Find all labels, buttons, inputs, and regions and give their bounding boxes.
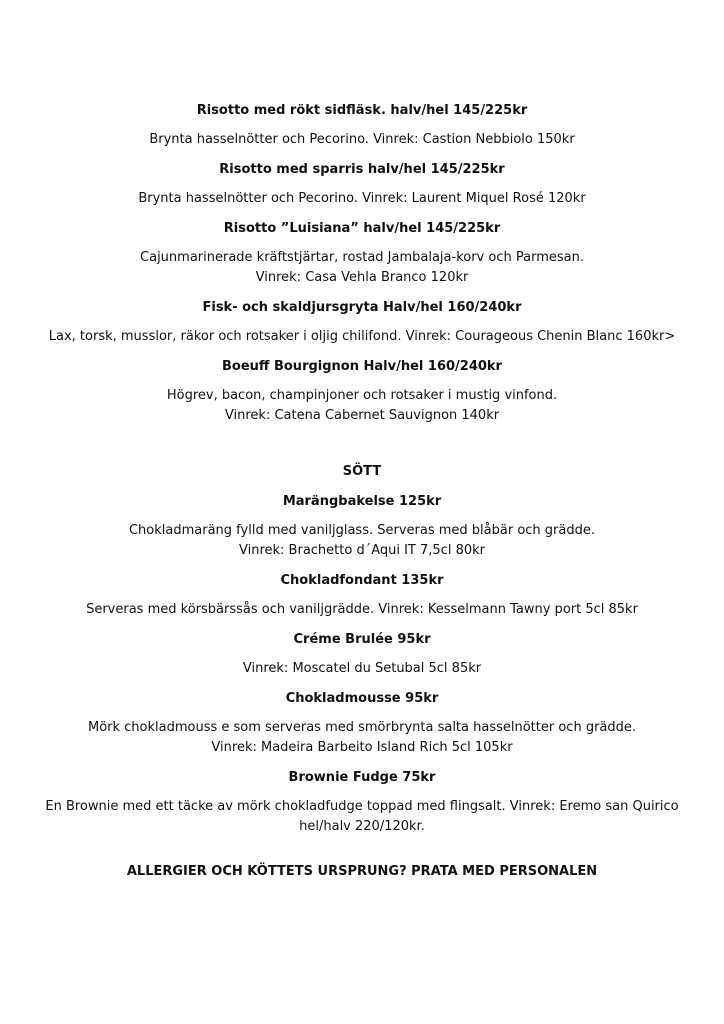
- dessert-description: [40, 600, 684, 620]
- dessert-description: [40, 797, 684, 837]
- dish-title: Fisk- och skaldjursgryta Halv/hel 160/240kr: [202, 300, 522, 315]
- dish-description: [40, 130, 684, 150]
- menu-item: [40, 298, 684, 347]
- dessert-title: Brownie Fudge 75kr: [288, 770, 436, 785]
- dish-description: [40, 386, 684, 426]
- section-heading-desserts: SÖTT: [342, 464, 382, 479]
- menu-item: [40, 219, 684, 288]
- description-line: Cajunmarinerade kräftstjärtar, rostad Jambalaja-korv och Parmesan.: [140, 250, 584, 265]
- wine-recommendation: Vinrek: Casa Vehla Branco 120kr: [255, 270, 469, 285]
- menu-item: [40, 689, 684, 758]
- dish-title: Risotto med rökt sidfläsk. halv/hel 145/225kr: [196, 103, 528, 118]
- description-line: hel/halv 220/120kr.: [299, 819, 425, 834]
- allergy-notice: ALLERGIER OCH KÖTTETS URSPRUNG? PRATA MED PERSONALEN: [126, 864, 598, 879]
- dish-title: Risotto ”Luisiana” halv/hel 145/225kr: [223, 221, 501, 236]
- menu-item: [40, 768, 684, 837]
- dish-title: Boeuff Bourgignon Halv/hel 160/240kr: [222, 359, 502, 374]
- dessert-title: Créme Brulée 95kr: [293, 632, 431, 647]
- dish-title: Risotto med sparris halv/hel 145/225kr: [219, 162, 505, 177]
- description-line: Lax, torsk, musslor, räkor och rotsaker i oljig chilifond. Vinrek: Courageous Chenin Blanc 160kr>: [48, 329, 676, 344]
- wine-recommendation: Vinrek: Moscatel du Setubal 5cl 85kr: [242, 661, 482, 676]
- dessert-description: [40, 718, 684, 758]
- description-line: En Brownie med ett täcke av mörk chokladfudge toppad med flingsalt. Vinrek: Eremo san Quirico: [45, 799, 679, 814]
- dessert-description: [40, 659, 684, 679]
- dish-description: [40, 248, 684, 288]
- menu: [40, 101, 684, 847]
- description-line: Brynta hasselnötter och Pecorino. Vinrek: Castion Nebbiolo 150kr: [149, 132, 575, 147]
- menu-item: [40, 101, 684, 150]
- menu-item: [40, 571, 684, 620]
- description-line: Serveras med körsbärssås och vaniljgrädde. Vinrek: Kesselmann Tawny port 5cl 85kr: [86, 602, 638, 617]
- dessert-title: Chokladfondant 135kr: [280, 573, 444, 588]
- menu-item: [40, 630, 684, 679]
- wine-recommendation: Vinrek: Madeira Barbeito Island Rich 5cl 105kr: [211, 740, 513, 755]
- wine-recommendation: Vinrek: Catena Cabernet Sauvignon 140kr: [224, 408, 500, 423]
- menu-item: [40, 160, 684, 209]
- dessert-title: Chokladmousse 95kr: [285, 691, 439, 706]
- description-line: Mörk chokladmouss e som serveras med smörbrynta salta hasselnötter och grädde.: [87, 720, 637, 735]
- dessert-description: [40, 521, 684, 561]
- menu-item: [40, 357, 684, 426]
- wine-recommendation: Vinrek: Brachetto d´Aqui IT 7,5cl 80kr: [239, 543, 485, 558]
- dish-description: [40, 327, 684, 347]
- description-line: Brynta hasselnötter och Pecorino. Vinrek: Laurent Miquel Rosé 120kr: [138, 191, 586, 206]
- description-line: Högrev, bacon, champinjoner och rotsaker i mustig vinfond.: [166, 388, 558, 403]
- dessert-title: Marängbakelse 125kr: [282, 494, 442, 509]
- dish-description: [40, 189, 684, 209]
- description-line: Chokladmaräng fylld med vaniljglass. Serveras med blåbär och grädde.: [128, 523, 595, 538]
- menu-item: [40, 492, 684, 561]
